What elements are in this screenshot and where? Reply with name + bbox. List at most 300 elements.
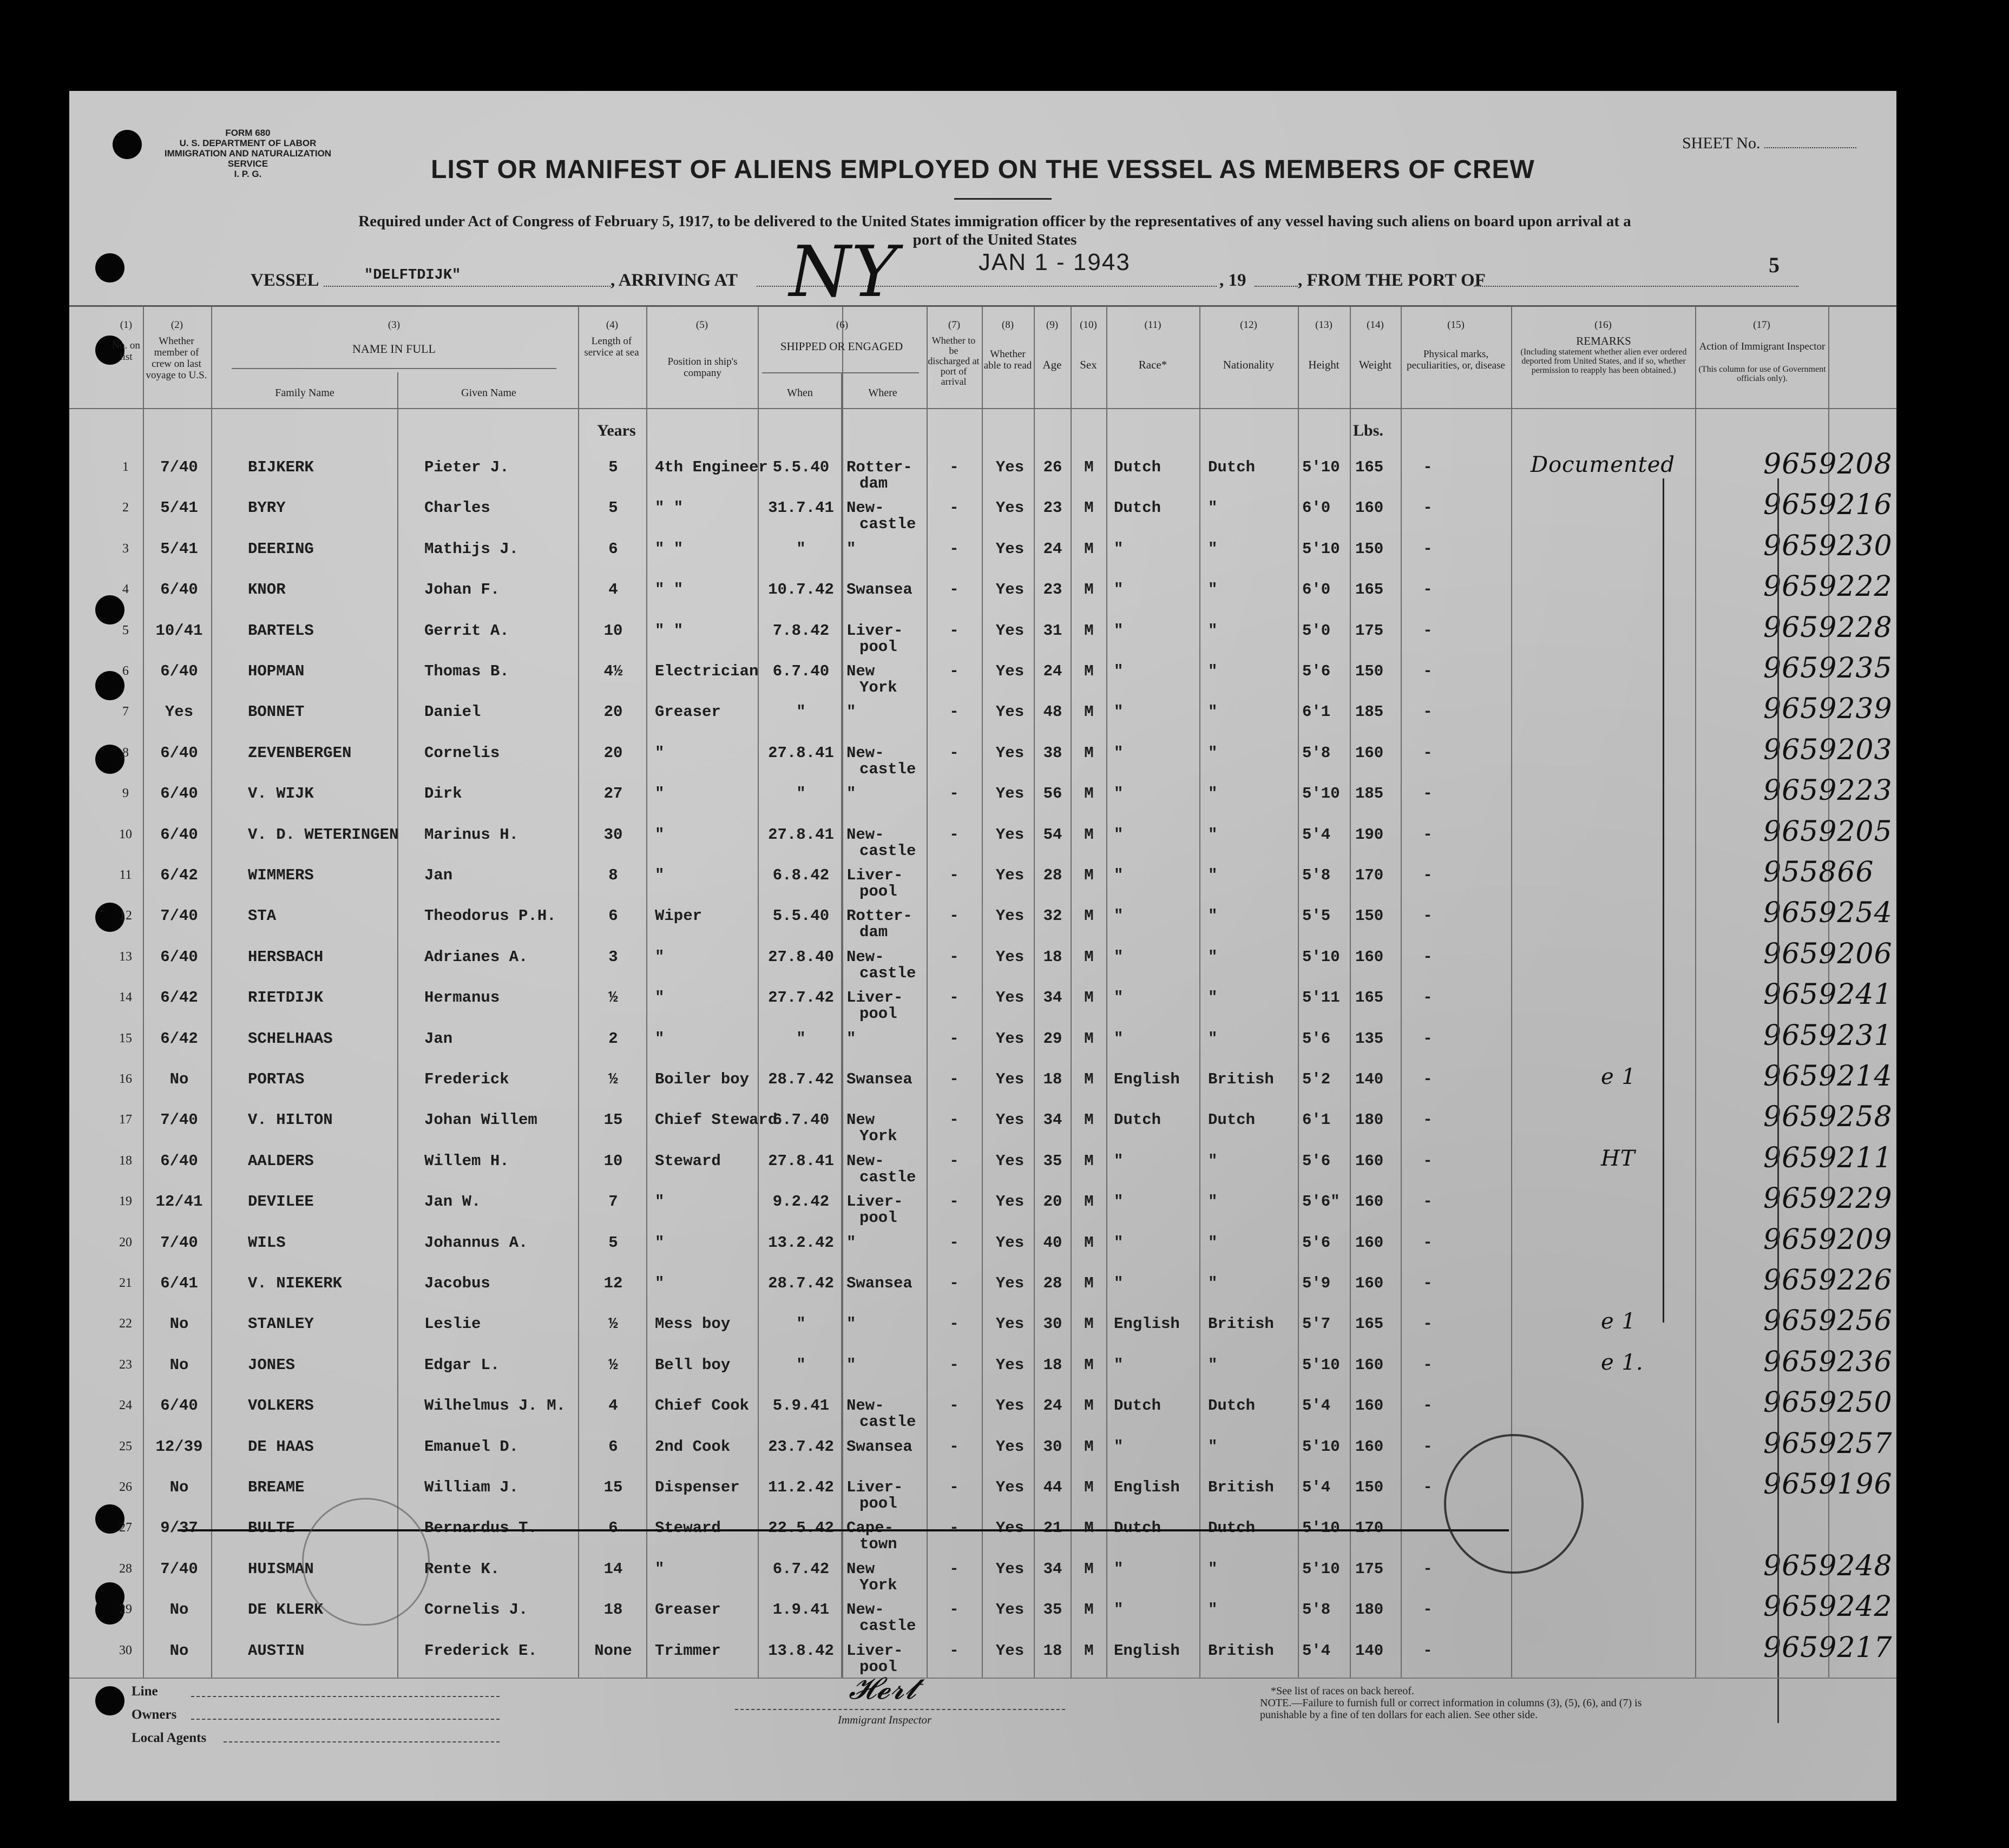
nationality: "	[1208, 540, 1218, 558]
last-voyage: 12/39	[155, 1437, 203, 1456]
engaged-where: Swansea	[846, 1070, 912, 1088]
family-name: BIJKERK	[248, 458, 314, 476]
engaged-when: "	[796, 785, 806, 803]
service-years: 30	[603, 825, 623, 844]
row-number: 3	[122, 541, 129, 556]
discharged: -	[949, 1601, 959, 1619]
nationality: "	[1208, 744, 1218, 762]
family-name: V. NIEKERK	[248, 1274, 343, 1292]
family-name: AALDERS	[248, 1152, 314, 1170]
inspector-action-number: 9659239	[1763, 693, 1893, 726]
nationality: "	[1208, 621, 1218, 640]
table-row	[69, 611, 1896, 656]
height: 5'9	[1302, 1274, 1331, 1292]
engaged-when: 27.8.41	[768, 1152, 834, 1170]
family-name: V. D. WETERINGEN	[248, 825, 399, 844]
table-row	[69, 529, 1896, 572]
service-years: 6	[608, 907, 618, 925]
sex: M	[1084, 540, 1094, 558]
race: "	[1114, 1356, 1124, 1374]
engaged-where: Liver-	[846, 989, 903, 1007]
last-voyage: 7/40	[160, 907, 198, 925]
height: 5'10	[1302, 1560, 1340, 1578]
last-voyage: 5/41	[160, 540, 198, 558]
discharged: -	[949, 540, 959, 558]
nationality: "	[1208, 785, 1218, 803]
engaged-when: 6.7.40	[772, 662, 830, 680]
physical-marks: -	[1423, 1641, 1433, 1660]
height: 5'10	[1302, 785, 1340, 803]
service-years: 6	[608, 1437, 618, 1456]
column-number: (11)	[1144, 319, 1161, 331]
service-years: ½	[608, 1070, 618, 1088]
age: 35	[1043, 1152, 1062, 1170]
physical-marks: -	[1423, 785, 1433, 803]
given-name: Mathijs J.	[424, 540, 519, 558]
row-number: 26	[119, 1480, 132, 1494]
age: 32	[1043, 907, 1062, 925]
family-name: JONES	[248, 1356, 296, 1374]
given-name: Cornelis J.	[424, 1601, 528, 1619]
age: 56	[1043, 785, 1062, 803]
age: 34	[1043, 1560, 1062, 1578]
race: "	[1114, 785, 1124, 803]
weight: 150	[1355, 540, 1384, 558]
given-name: Frederick E.	[424, 1641, 537, 1660]
height: 5'10	[1302, 540, 1340, 558]
physical-marks: -	[1423, 825, 1433, 844]
family-name: WIMMERS	[248, 866, 314, 884]
weight: 180	[1355, 1601, 1384, 1619]
engaged-where: Liver-	[846, 621, 903, 640]
family-name: RIETDIJK	[248, 989, 324, 1007]
last-voyage: No	[169, 1070, 189, 1088]
engaged-where-cont: pool	[859, 883, 897, 900]
sex: M	[1084, 703, 1094, 721]
position: "	[655, 785, 665, 803]
engaged-where: Swansea	[846, 1274, 912, 1292]
height: 5'8	[1302, 866, 1331, 884]
position: "	[655, 744, 665, 762]
row-number: 4	[122, 582, 129, 597]
column-number: (14)	[1367, 319, 1384, 331]
last-voyage: 6/41	[160, 1274, 198, 1292]
requirement-line-2: port of the United States	[912, 231, 1077, 248]
last-voyage: 6/40	[160, 1152, 198, 1170]
nationality: "	[1208, 989, 1218, 1007]
position: Boiler boy	[655, 1070, 750, 1088]
height: 5'4	[1302, 1641, 1331, 1660]
family-name: VOLKERS	[248, 1397, 314, 1415]
table-row	[69, 774, 1896, 817]
row-number: 18	[119, 1153, 132, 1168]
col-service-header: Length of service at sea	[584, 336, 639, 358]
engaged-where-cont: pool	[859, 1495, 897, 1512]
column-number: (3)	[388, 319, 401, 331]
year-field	[1255, 269, 1298, 287]
position: Trimmer	[655, 1641, 721, 1660]
table-row	[69, 1427, 1896, 1470]
race: English	[1114, 1641, 1180, 1660]
age: 35	[1043, 1601, 1062, 1619]
physical-marks: -	[1423, 1029, 1433, 1048]
given-name: Wilhelmus J. M.	[424, 1397, 566, 1415]
engaged-where: "	[846, 1233, 856, 1252]
given-name: Daniel	[424, 703, 481, 721]
able-to-read: Yes	[995, 458, 1025, 476]
column-number: (10)	[1080, 319, 1097, 331]
col-discharged-header: Whether to be discharged at port of arrival	[928, 335, 980, 387]
column-number: (6)	[836, 319, 849, 331]
nationality: "	[1208, 1152, 1218, 1170]
engaged-when: 5.5.40	[772, 458, 830, 476]
age: 24	[1043, 662, 1062, 680]
last-voyage: 6/42	[160, 866, 198, 884]
row-number: 23	[119, 1357, 132, 1372]
able-to-read: Yes	[995, 621, 1025, 640]
family-name: DE HAAS	[248, 1437, 314, 1456]
table-row	[69, 1264, 1896, 1306]
column-number: (15)	[1447, 319, 1465, 331]
col-marks-header: Physical marks, peculiarities, or, disease	[1407, 348, 1505, 371]
sex: M	[1084, 989, 1094, 1007]
last-voyage: 6/40	[160, 785, 198, 803]
physical-marks: -	[1423, 1233, 1433, 1252]
given-name: Emanuel D.	[424, 1437, 519, 1456]
engaged-when: 6.8.42	[772, 866, 830, 884]
title-rule	[954, 198, 1052, 200]
consulate-seal-stamp	[302, 1498, 430, 1626]
engaged-where-cont: castle	[859, 841, 916, 860]
inspector-action-number: 9659228	[1763, 611, 1893, 644]
age: 34	[1043, 1111, 1062, 1129]
row-number: 6	[122, 664, 129, 678]
position: 4th Engineer	[655, 458, 768, 476]
service-years: 6	[608, 1519, 618, 1537]
last-voyage: Yes	[165, 703, 194, 721]
engaged-when: "	[796, 1356, 806, 1374]
discharged: -	[949, 1641, 959, 1660]
service-years: None	[594, 1641, 632, 1660]
able-to-read: Yes	[995, 1315, 1025, 1333]
discharged: -	[949, 989, 959, 1007]
engaged-when: 1.9.41	[772, 1601, 830, 1619]
height: 5'4	[1302, 825, 1331, 844]
age: 44	[1043, 1478, 1062, 1496]
engaged-where-cont: castle	[859, 760, 916, 778]
given-name: Rente K.	[424, 1560, 500, 1578]
height: 5'10	[1302, 948, 1340, 966]
last-voyage: 7/40	[160, 458, 198, 476]
given-name: Theodorus P.H.	[424, 907, 556, 925]
row-number: 16	[119, 1072, 132, 1086]
discharged: -	[949, 1029, 959, 1048]
punch-hole	[95, 1686, 124, 1715]
engaged-when: 22.5.42	[768, 1519, 834, 1537]
col-action-note: (This column for use of Government officials only).	[1698, 365, 1826, 383]
inspector-action-number: 9659209	[1763, 1223, 1893, 1256]
inspector-action-number: 9659206	[1763, 937, 1893, 970]
engaged-when: 27.8.41	[768, 825, 834, 844]
family-name: HOPMAN	[248, 662, 305, 680]
sex: M	[1084, 785, 1094, 803]
sex: M	[1084, 1519, 1094, 1537]
race: English	[1114, 1070, 1180, 1088]
discharged: -	[949, 458, 959, 476]
weight: 175	[1355, 621, 1384, 640]
table-row	[69, 448, 1896, 492]
engaged-when: 27.7.42	[768, 989, 834, 1007]
age: 30	[1043, 1315, 1062, 1333]
age: 48	[1043, 703, 1062, 721]
age: 20	[1043, 1193, 1062, 1211]
age: 30	[1043, 1437, 1062, 1456]
col-read-header: Whether able to read	[983, 348, 1032, 371]
engaged-when: 11.2.42	[768, 1478, 834, 1496]
physical-marks: -	[1423, 662, 1433, 680]
column-number: (4)	[606, 319, 619, 331]
row-number: 12	[119, 909, 132, 923]
inspector-action-number: 9659216	[1763, 489, 1893, 522]
weight: 165	[1355, 1315, 1384, 1333]
penalty-note: NOTE.—Failure to furnish full or correct information in columns (3), (5), (6), and (7) is punishable by a fine of ten dollars for each alien. See other side.	[1260, 1697, 1642, 1721]
sex: M	[1084, 1478, 1094, 1496]
service-years: 4	[608, 581, 618, 599]
arrival-date-stamp: JAN 1 - 1943	[979, 249, 1131, 275]
arriving-port-handwritten: NY	[789, 231, 898, 313]
height: 5'11	[1302, 989, 1340, 1007]
age: 24	[1043, 1397, 1062, 1415]
physical-marks: -	[1423, 866, 1433, 884]
family-name: KNOR	[248, 581, 286, 599]
race: "	[1114, 948, 1124, 966]
weight: 165	[1355, 581, 1384, 599]
nationality: "	[1208, 1274, 1218, 1292]
engaged-where: New-	[846, 1601, 884, 1619]
row-number: 28	[119, 1561, 132, 1576]
years-unit-label: Years	[597, 422, 636, 439]
given-name: Dirk	[424, 785, 462, 803]
service-years: ½	[608, 989, 618, 1007]
weight: 160	[1355, 1274, 1384, 1292]
physical-marks: -	[1423, 948, 1433, 966]
inspector-action-number: 9659222	[1763, 570, 1893, 603]
inspector-action-number: 9659250	[1763, 1386, 1893, 1419]
sex: M	[1084, 1397, 1094, 1415]
sex: M	[1084, 458, 1094, 476]
inspector-action-number: 9659217	[1763, 1631, 1893, 1664]
family-name: STA	[248, 907, 277, 925]
able-to-read: Yes	[995, 948, 1025, 966]
given-name: Johannus A.	[424, 1233, 528, 1252]
height: 5'2	[1302, 1070, 1331, 1088]
weight: 140	[1355, 1641, 1384, 1660]
engaged-where: "	[846, 703, 856, 721]
engaged-where: New-	[846, 1152, 884, 1170]
family-name: SCHELHAAS	[248, 1029, 333, 1048]
col-last-voyage-header: Whether member of crew on last voyage to U.S.	[146, 336, 207, 381]
given-name: Marinus H.	[424, 825, 519, 844]
able-to-read: Yes	[995, 1560, 1025, 1578]
col-engaged-header: SHIPPED OR ENGAGED	[780, 340, 903, 353]
engaged-where: "	[846, 1029, 856, 1048]
weight: 150	[1355, 907, 1384, 925]
position: " "	[655, 621, 684, 640]
inspector-signature: 𝓗𝓮𝓻𝓽	[849, 1671, 917, 1706]
age: 18	[1043, 1641, 1062, 1660]
height: 6'0	[1302, 499, 1331, 517]
engaged-where: New-	[846, 1397, 884, 1415]
remarks-ditto-line	[1663, 478, 1664, 1323]
remark: e 1	[1601, 1309, 1636, 1334]
race: "	[1114, 621, 1124, 640]
line-field	[191, 1696, 500, 1697]
height: 5'10	[1302, 1519, 1340, 1537]
race: "	[1114, 1193, 1124, 1211]
height: 5'10	[1302, 458, 1340, 476]
position: Mess boy	[655, 1315, 731, 1333]
inspector-action-number: 9659214	[1763, 1060, 1893, 1093]
able-to-read: Yes	[995, 540, 1025, 558]
height: 5'4	[1302, 1478, 1331, 1496]
col-family-header: Family Name	[275, 387, 334, 399]
position: Chief Cook	[655, 1397, 750, 1415]
engaged-when: "	[796, 540, 806, 558]
manifest-sheet	[69, 91, 1896, 1801]
weight: 170	[1355, 1519, 1384, 1537]
sex: M	[1084, 1437, 1094, 1456]
column-number: (16)	[1594, 319, 1612, 331]
table-row	[69, 1182, 1896, 1227]
last-voyage: 6/40	[160, 1397, 198, 1415]
row-number: 15	[119, 1031, 132, 1045]
sex: M	[1084, 662, 1094, 680]
inspector-action-number: 9659256	[1763, 1305, 1893, 1338]
weight: 185	[1355, 703, 1384, 721]
family-name: WILS	[248, 1233, 286, 1252]
age: 31	[1043, 621, 1062, 640]
column-number: (13)	[1315, 319, 1332, 331]
last-voyage: 6/42	[160, 989, 198, 1007]
family-name: BREAME	[248, 1478, 305, 1496]
service-years: 5	[608, 1233, 618, 1252]
able-to-read: Yes	[995, 1601, 1025, 1619]
inspector-action-number: 9659196	[1763, 1468, 1893, 1501]
sex: M	[1084, 825, 1094, 844]
weight: 160	[1355, 744, 1384, 762]
height: 6'1	[1302, 703, 1331, 721]
discharged: -	[949, 499, 959, 517]
position: "	[655, 1029, 665, 1048]
engaged-when: 9.2.42	[772, 1193, 830, 1211]
physical-marks: -	[1423, 621, 1433, 640]
discharged: -	[949, 1233, 959, 1252]
able-to-read: Yes	[995, 785, 1025, 803]
physical-marks: -	[1423, 1397, 1433, 1415]
weight: 160	[1355, 1437, 1384, 1456]
able-to-read: Yes	[995, 1397, 1025, 1415]
height: 5'8	[1302, 1601, 1331, 1619]
race: "	[1114, 581, 1124, 599]
height: 5'6	[1302, 662, 1331, 680]
weight: 160	[1355, 948, 1384, 966]
sex: M	[1084, 1193, 1094, 1211]
engaged-when: "	[796, 1315, 806, 1333]
race: "	[1114, 825, 1124, 844]
physical-marks: -	[1423, 907, 1433, 925]
action-ditto-line	[1777, 478, 1779, 1723]
service-years: 8	[608, 866, 618, 884]
inspector-action-number: 9659226	[1763, 1264, 1893, 1297]
engaged-where-cont: pool	[859, 637, 897, 656]
discharged: -	[949, 621, 959, 640]
weight: 165	[1355, 458, 1384, 476]
last-voyage: No	[169, 1641, 189, 1660]
last-voyage: 12/41	[155, 1193, 203, 1211]
col-when-header: When	[787, 387, 813, 399]
physical-marks: -	[1423, 703, 1433, 721]
position: " "	[655, 499, 684, 517]
physical-marks: -	[1423, 1152, 1433, 1170]
column-number: (9)	[1046, 319, 1059, 331]
service-years: 10	[603, 1152, 623, 1170]
inspector-action-number: 9659235	[1763, 652, 1893, 685]
nationality: "	[1208, 1029, 1218, 1048]
physical-marks: -	[1423, 1560, 1433, 1578]
engaged-where-cont: castle	[859, 1168, 916, 1186]
sex: M	[1084, 621, 1094, 640]
service-years: 4	[608, 1397, 618, 1415]
from-port-label: , FROM THE PORT OF	[1298, 271, 1486, 290]
discharged: -	[949, 948, 959, 966]
physical-marks: -	[1423, 499, 1433, 517]
name-subrule	[232, 368, 556, 369]
nationality: "	[1208, 581, 1218, 599]
engaged-when: 31.7.41	[768, 499, 834, 517]
discharged: -	[949, 1519, 959, 1537]
position: Electrician	[655, 662, 759, 680]
family-name: DE KLERK	[248, 1601, 324, 1619]
legation-seal-stamp	[1444, 1434, 1584, 1574]
column-number: (8)	[1001, 319, 1014, 331]
col-position-header: Position in ship's company	[667, 356, 738, 379]
race: Dutch	[1114, 458, 1161, 476]
engaged-when: 5.9.41	[772, 1397, 830, 1415]
last-voyage: No	[169, 1356, 189, 1374]
inspector-action-number: 9659223	[1763, 774, 1893, 807]
local-agents-label: Local Agents	[132, 1731, 207, 1745]
engaged-where: New	[846, 1560, 875, 1578]
col-no-header: No. on list	[112, 340, 140, 363]
owners-field	[191, 1719, 500, 1720]
nationality: "	[1208, 948, 1218, 966]
engaged-where-cont: town	[859, 1535, 897, 1554]
position: Steward	[655, 1152, 721, 1170]
discharged: -	[949, 744, 959, 762]
row-number: 1	[122, 460, 129, 474]
col-height-header: Height	[1308, 358, 1340, 371]
able-to-read: Yes	[995, 1478, 1025, 1496]
able-to-read: Yes	[995, 1356, 1025, 1374]
col-remarks-note: (Including statement whether alien ever ordered deported from United States, and if so, whether permission to reapply has been obtained.)	[1520, 347, 1687, 375]
col-where-header: Where	[868, 387, 897, 399]
able-to-read: Yes	[995, 989, 1025, 1007]
engaged-where: Liver-	[846, 1478, 903, 1496]
position: " "	[655, 540, 684, 558]
table-row	[69, 1060, 1896, 1102]
weight: 135	[1355, 1029, 1384, 1048]
age: 21	[1043, 1519, 1062, 1537]
